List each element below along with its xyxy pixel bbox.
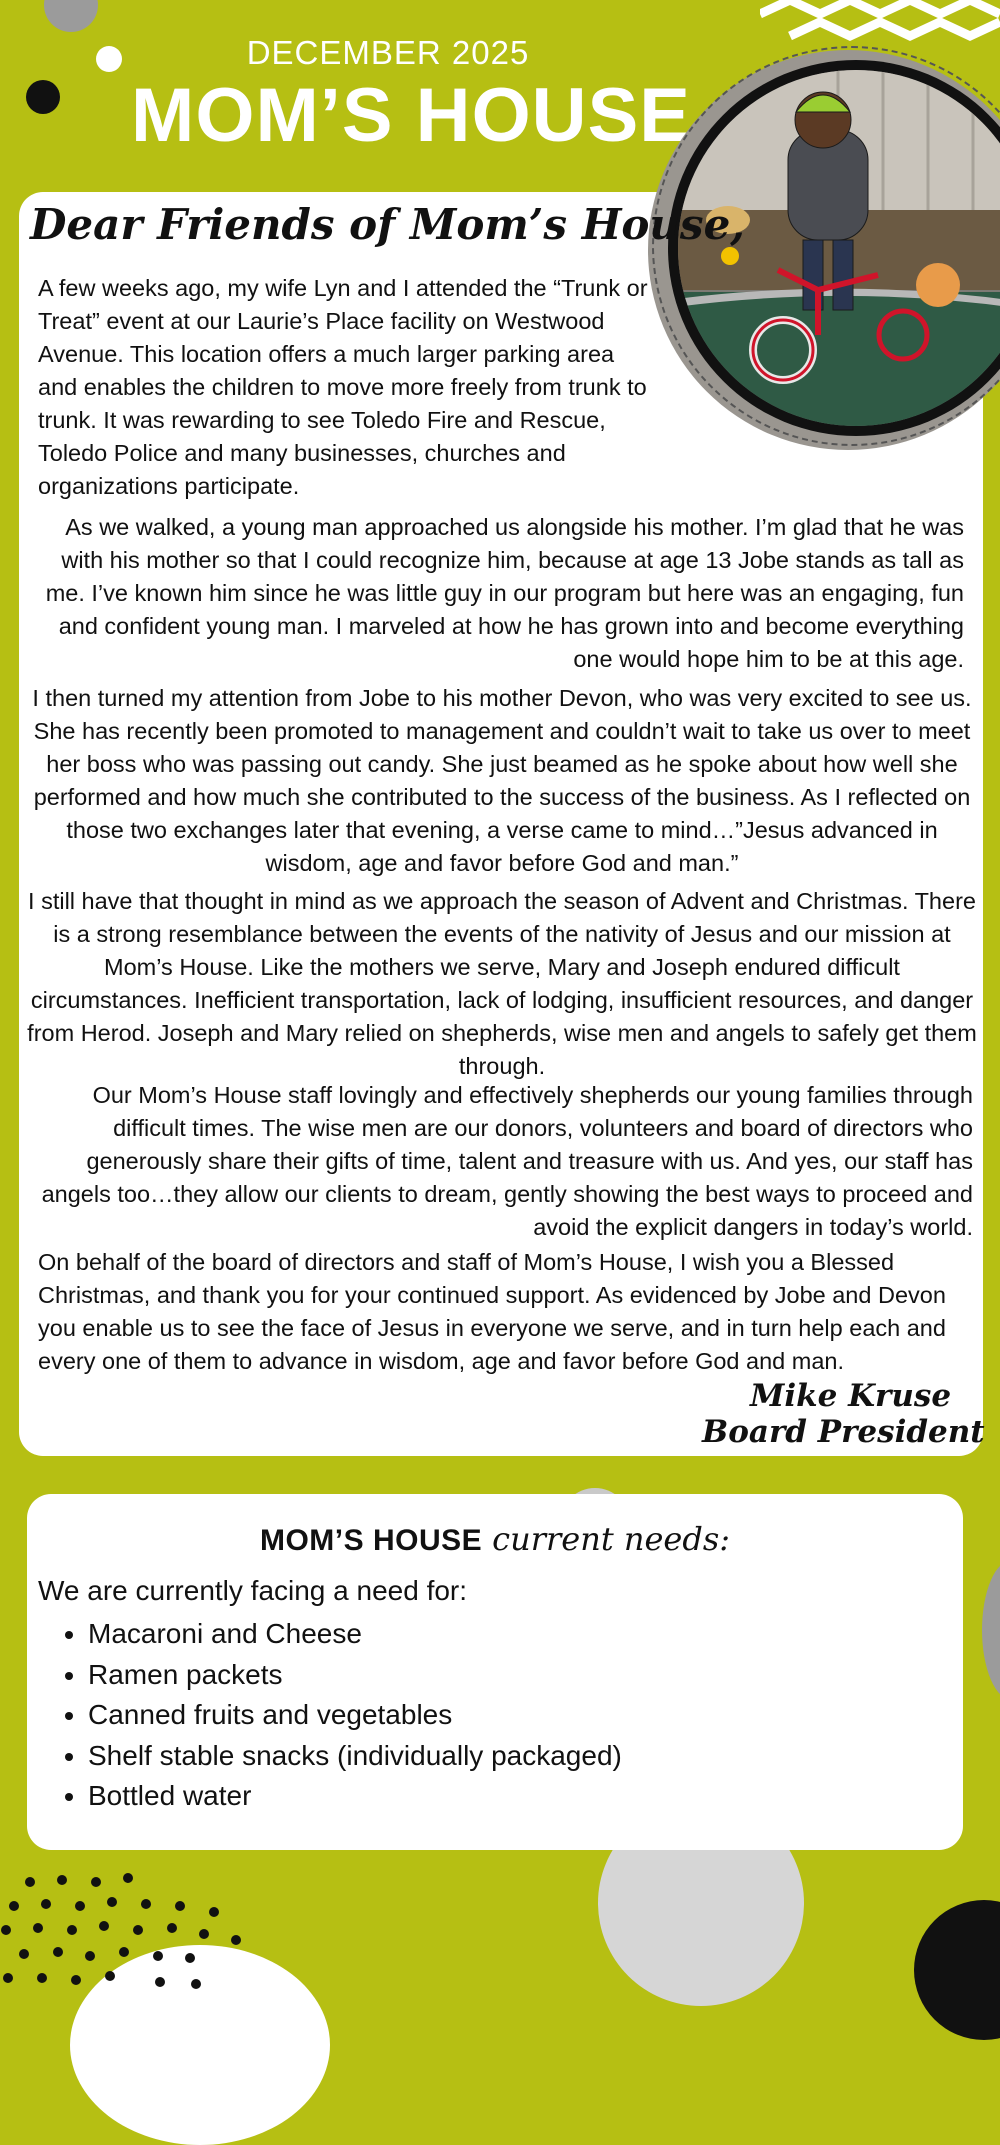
letter-greeting: Dear Friends of Mom’s House,	[30, 200, 745, 249]
current-needs-intro: We are currently facing a need for:	[38, 1575, 468, 1606]
newsletter-title: MOM’S HOUSE	[131, 73, 691, 158]
current-needs-heading-bold: MOM’S HOUSE	[259, 1524, 483, 1557]
letter-paragraph-2: As we walked, a young man approached us alongside his mother. I’m glad that he was with his mother so that I could recognize him, because at age 13 Jobe stands as tall as me. I’ve known him since he was little guy in our program but here was an engaging, fun and confident young man. I marveled at how he has grown into and become everything one would hope him to be at this age.	[45, 514, 964, 672]
list-item: • Macaroni and Cheese	[88, 1614, 622, 1655]
decorative-gray-edge-circle	[982, 1560, 1000, 1700]
decorative-dot-pattern	[0, 1870, 260, 2000]
signature-name: Mike Kruse	[750, 1378, 952, 1414]
list-item: • Canned fruits and vegetables	[88, 1695, 622, 1736]
letter-paragraph-4: I still have that thought in mind as we approach the season of Advent and Christmas. There is a strong resemblance between the events of the nativity of Jesus and our mission at Mom’s House. Like the mothers we serve, Mary and Joseph endured difficult circumstances. Inefficient transportation, lack of lodging, insufficient resources, and danger from Herod. Joseph and Mary relied on shepherds, wise men and angels to safely get them through.	[27, 888, 977, 1079]
newsletter-date: DECEMBER 2025	[246, 34, 530, 71]
list-item: • Ramen packets	[88, 1655, 622, 1696]
current-needs-heading	[0, 1520, 990, 1558]
letter-paragraph-1: A few weeks ago, my wife Lyn and I attended the “Trunk or Treat” event at our Laurie’s Place facility on Westwood Avenue. This location offers a much larger parking area and enables the children to move more freely from trunk to trunk. It was rewarding to see Toledo Fire and Rescue, Toledo Police and many businesses, churches and organizations participate.	[38, 275, 648, 499]
letter-paragraph-5: Our Mom’s House staff lovingly and effectively shepherds our young families through difficult times. The wise men are our donors, volunteers and board of directors who generously share their gifts of time, talent and treasure with us. And yes, our staff has angels too…they allow our clients to dream, gently showing the best ways to proceed and avoid the explicit dangers in today’s world.	[41, 1082, 973, 1240]
current-needs-heading-script: current needs:	[492, 1520, 731, 1558]
list-item: • Bottled water	[88, 1776, 622, 1817]
letter-paragraph-6: On behalf of the board of directors and staff of Mom’s House, I wish you a Blessed Christmas, and thank you for your continued support. As evidenced by Jobe and Devon you enable us to see the face of Jesus in everyone we serve, and in turn help each and every one of them to advance in wisdom, age and favor before God and man.	[38, 1249, 946, 1374]
letter-paragraph-3: I then turned my attention from Jobe to his mother Devon, who was very excited to see us. She has recently been promoted to management and couldn’t wait to take us over to meet her boss who was passing out candy. She just beamed as he spoke about how well she performed and how much she contributed to the success of the business. As I reflected on those two exchanges later that evening, a verse came to mind…”Jesus advanced in wisdom, age and favor before God and man.”	[32, 685, 972, 876]
signature-title: Board President	[702, 1414, 985, 1450]
decorative-black-circle	[914, 1900, 1000, 2040]
current-needs-list	[48, 1614, 622, 1817]
decorative-gray-dot	[44, 0, 98, 32]
list-item: • Shelf stable snacks (individually packaged)	[88, 1736, 622, 1777]
